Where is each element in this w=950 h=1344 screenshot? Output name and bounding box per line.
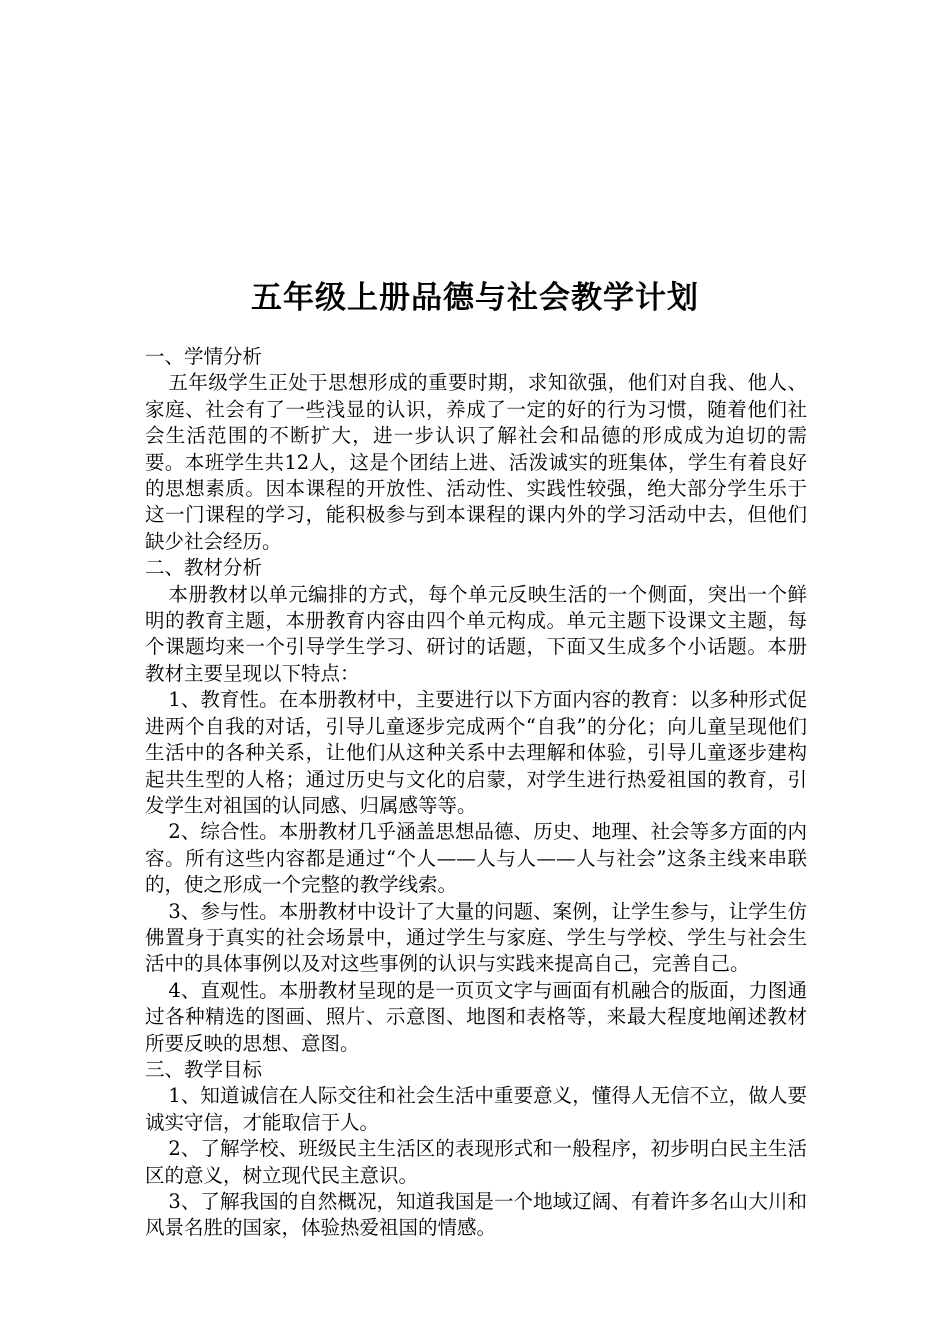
paragraph: 4、直观性。本册教材呈现的是一页页文字与画面有机融合的版面，力图通过各种精选的图画、照片、示意图、地图和表格等，来最大程度地阐述教材所要反映的思想、意图。 xyxy=(145,978,807,1055)
paragraph: 本册教材以单元编排的方式，每个单元反映生活的一个侧面，突出一个鲜明的教育主题，本册教育内容由四个单元构成。单元主题下设课文主题，每个课题均来一个引导学生学习、研讨的话题，下面又生成多个小话题。本册教材主要呈现以下特点： xyxy=(145,582,807,685)
section-heading-textbook-analysis: 二、教材分析 xyxy=(145,556,263,580)
section-heading-learning-analysis: 一、学情分析 xyxy=(145,345,263,368)
document-title: 五年级上册品德与社会教学计划 xyxy=(251,280,699,316)
paragraph: 2、了解学校、班级民主生活区的表现形式和一般程序，初步明白民主生活区的意义，树立现代民主意识。 xyxy=(145,1137,807,1187)
paragraph: 3、参与性。本册教材中设计了大量的问题、案例，让学生参与，让学生仿佛置身于真实的社会场景中，通过学生与家庭、学生与学校、学生与社会生活中的具体事例以及对这些事例的认识与实践来提高自己，完善自己。 xyxy=(145,899,807,976)
paragraph: 3、了解我国的自然概况，知道我国是一个地域辽阔、有着许多名山大川和风景名胜的国家，体验热爱祖国的情感。 xyxy=(145,1190,807,1240)
paragraph: 2、综合性。本册教材几乎涵盖思想品德、历史、地理、社会等多方面的内容。所有这些内容都是通过“个人——人与人——人与社会”这条主线来串联的，使之形成一个完整的教学线索。 xyxy=(145,820,807,897)
paragraph: 1、知道诚信在人际交往和社会生活中重要意义，懂得人无信不立，做人要诚实守信，才能取信于人。 xyxy=(145,1084,807,1134)
section-heading-teaching-goals: 三、教学目标 xyxy=(145,1057,263,1081)
paragraph: 五年级学生正处于思想形成的重要时期，求知欲强，他们对自我、他人、家庭、社会有了一些浅显的认识，养成了一定的好的行为习惯，随着他们社会生活范围的不断扩大，进一步认识了解社会和品德的形成成为迫切的需要。本班学生共12人，这是个团结上进、活泼诚实的班集体，学生有着良好的思想素质。因本课程的开放性、活动性、实践性较强，绝大部分学生乐于这一门课程的学习，能积极参与到本课程的课内外的学习活动中去，但他们缺少社会经历。 xyxy=(145,371,807,553)
document-body xyxy=(145,344,807,1242)
paragraph: 1、教育性。在本册教材中，主要进行以下方面内容的教育：以多种形式促进两个自我的对话，引导儿童逐步完成两个“自我”的分化；向儿童呈现他们生活中的各种关系，让他们从这种关系中去理解和体验，引导儿童逐步建构起共生型的人格；通过历史与文化的启蒙，对学生进行热爱祖国的教育，引发学生对祖国的认同感、归属感等等。 xyxy=(145,688,807,817)
